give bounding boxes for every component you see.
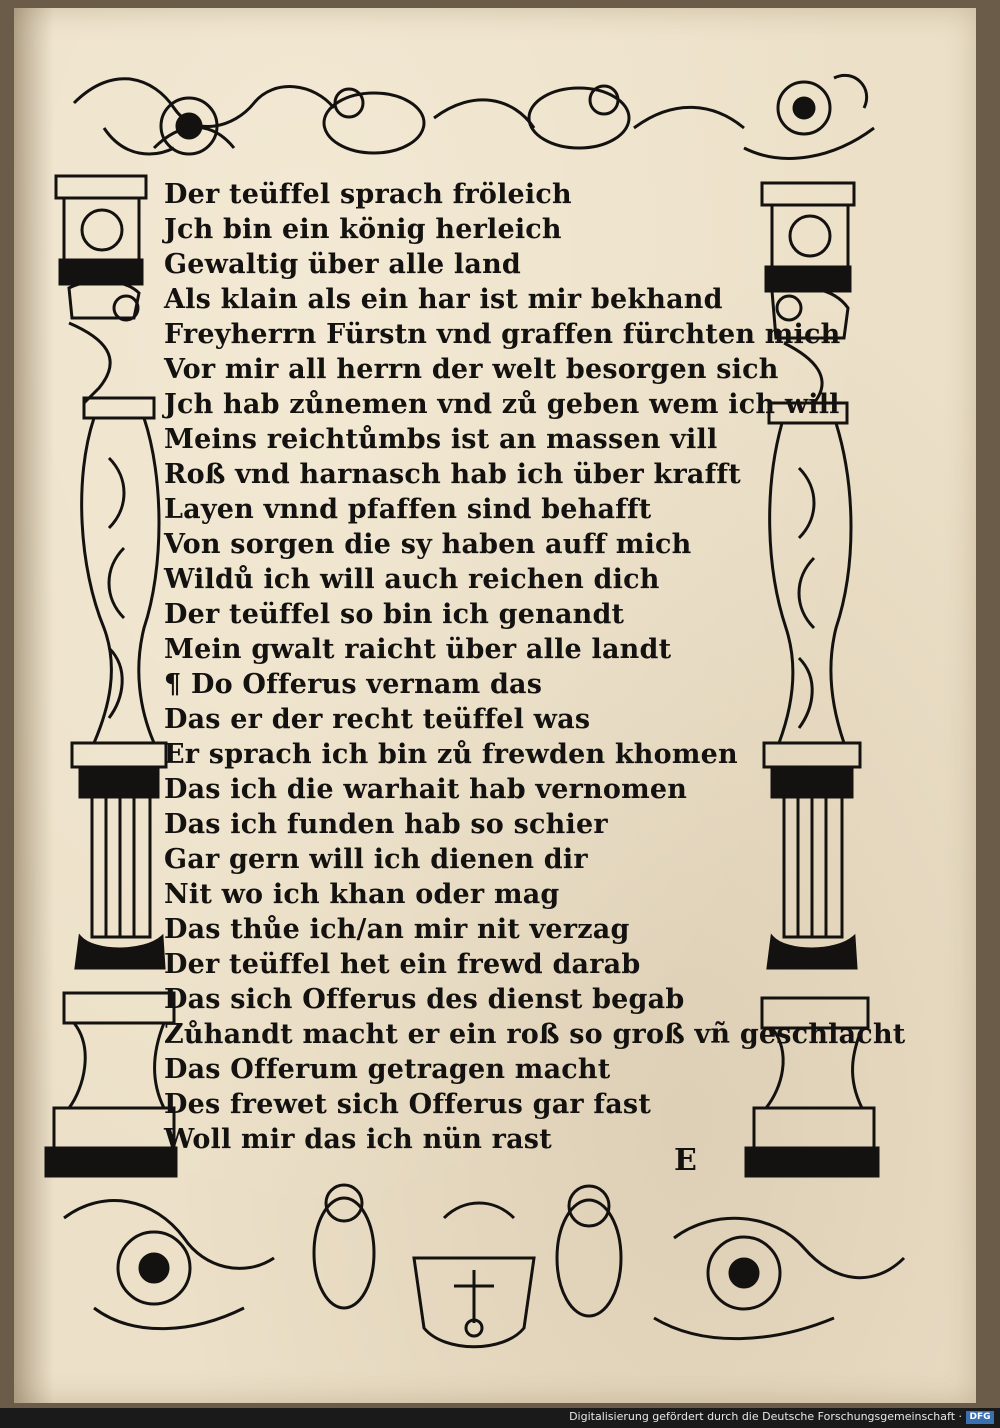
verse-line: Das ich funden hab so schier [164,809,608,840]
verse-line: Wildů ich will auch reichen dich [164,564,660,595]
verse-line: Layen vnnd pfaffen sind behafft [164,494,652,525]
verse-line: Roß vnd harnasch hab ich über krafft [164,459,741,490]
verse-line: Das sich Offerus des dienst begab [164,984,685,1015]
top-ornament-band [74,75,874,158]
verse-line: Mein gwalt raicht über alle landt [164,634,672,665]
verse-line: Als klain als ein har ist mir bekhand [164,284,723,315]
verse-text-block [164,178,906,1178]
left-column-ornament [46,176,176,1176]
verse-line: Meins reichtůmbs ist an massen vill [164,424,718,455]
verse-line: Vor mir all herrn der welt besorgen sich [164,354,779,385]
dfg-logo: DFG [966,1411,994,1424]
verse-line: Das thůe ich/an mir nit verzag [164,914,630,945]
verse-line: Jch bin ein könig herleich [164,214,562,245]
verse-line: Das Offerum getragen macht [164,1054,611,1085]
verse-line: Der teüffel het ein frewd darab [164,949,641,980]
catchword: E [674,1143,697,1178]
verse-line: Gewaltig über alle land [164,249,521,280]
verse-line: Des frewet sich Offerus gar fast [164,1089,651,1120]
verse-line: Zůhandt macht er ein roß so groß vñ geschlacht [164,1019,906,1050]
verse-line: Von sorgen die sy haben auff mich [164,529,692,560]
verse-line: Woll mir das ich nün rast [164,1124,552,1155]
funding-credit: Digitalisierung gefördert durch die Deutsche Forschungsgemeinschaft · [569,1410,962,1423]
verse-line: Der teüffel so bin ich genandt [164,599,625,630]
book-page [14,8,976,1403]
verse-line: Das ich die warhait hab vernomen [164,774,688,805]
verse-line: Er sprach ich bin zů frewden khomen [164,739,738,770]
verse-line: Jch hab zůnemen vnd zů geben wem ich will [164,389,840,420]
verse-line: Freyherrn Fürstn vnd graffen fürchten mich [164,319,841,350]
verse-line: Nit wo ich khan oder mag [164,879,560,910]
verse-line: Gar gern will ich dienen dir [164,844,588,875]
verse-line: Das er der recht teüffel was [164,704,591,735]
verse-line: Der teüffel sprach fröleich [164,179,572,210]
digitization-footer [0,1408,1000,1428]
verse-line: ¶ Do Offerus vernam das [164,669,543,700]
bottom-ornament-band [64,1185,904,1347]
